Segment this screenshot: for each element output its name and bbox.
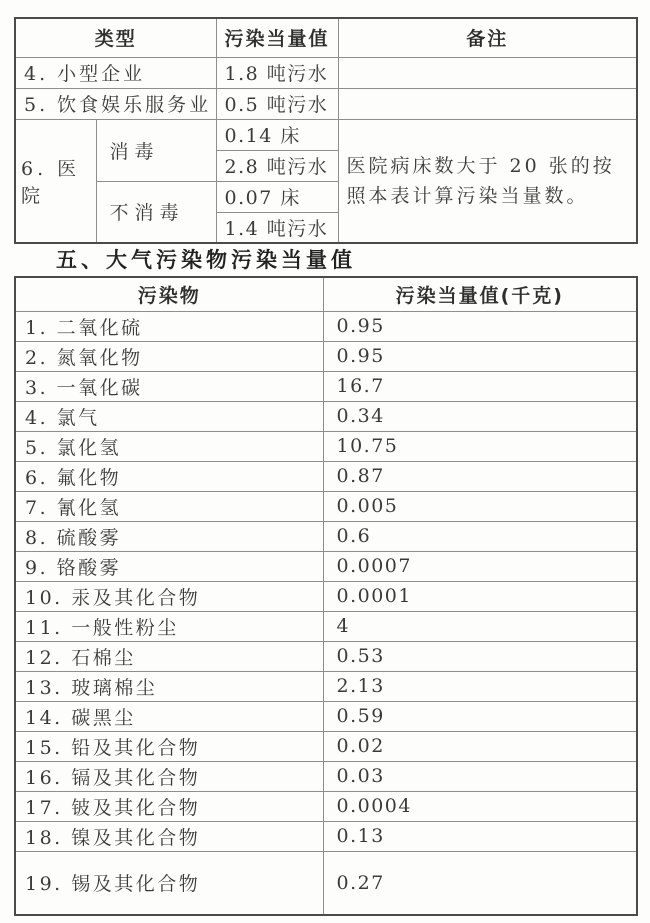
pollutant-value-cell: 0.03 (323, 761, 637, 791)
pollutant-name-cell: 16. 镉及其化合物 (15, 761, 323, 791)
table-row (15, 401, 637, 431)
equivalent-cell: 0.14 床 (216, 119, 338, 150)
table-row (15, 431, 637, 461)
hospital-type-cell: 6. 医院 (15, 119, 96, 243)
table-row (15, 461, 637, 491)
pollutant-value-cell: 0.6 (323, 521, 637, 551)
pollutant-name-cell: 5. 氯化氢 (15, 431, 323, 461)
pollutant-name-cell: 7. 氰化氢 (15, 491, 323, 521)
table-row (15, 821, 637, 851)
table1-header-remark: 备注 (338, 18, 637, 57)
table1-header-row (15, 18, 637, 57)
table-row (15, 311, 637, 341)
table-row-hospital-disinfect-bed (15, 119, 637, 150)
disinfect-subtype-cell: 消毒 (96, 119, 216, 181)
pollutant-name-cell: 1. 二氧化硫 (15, 311, 323, 341)
table-row (15, 581, 637, 611)
pollutant-name-cell: 4. 氯气 (15, 401, 323, 431)
pollutant-name-cell: 6. 氟化物 (15, 461, 323, 491)
table-row (15, 851, 637, 915)
equivalent-cell: 1.4 吨污水 (216, 212, 338, 243)
type-cell: 5. 饮食娱乐服务业 (15, 88, 216, 119)
pollutant-value-cell: 0.27 (323, 851, 637, 915)
water-pollutant-table (14, 17, 638, 244)
air-pollutant-table (14, 276, 638, 916)
table-row (15, 641, 637, 671)
table-row (15, 791, 637, 821)
table-row (15, 371, 637, 401)
table2-header-pollutant: 污染物 (15, 277, 323, 311)
type-cell: 4. 小型企业 (15, 57, 216, 88)
pollutant-name-cell: 8. 硫酸雾 (15, 521, 323, 551)
table-row (15, 611, 637, 641)
pollutant-name-cell: 19. 锡及其化合物 (15, 851, 323, 915)
pollutant-name-cell: 14. 碳黑尘 (15, 701, 323, 731)
equivalent-cell: 0.5 吨污水 (216, 88, 338, 119)
table1-header-type: 类型 (15, 18, 216, 57)
pollutant-value-cell: 0.02 (323, 731, 637, 761)
table-row (15, 701, 637, 731)
hospital-remark-cell: 医院病床数大于 20 张的按照本表计算污染当量数。 (338, 119, 637, 243)
pollutant-value-cell: 4 (323, 611, 637, 641)
table2-header-row (15, 277, 637, 311)
pollutant-name-cell: 15. 铅及其化合物 (15, 731, 323, 761)
no-disinfect-subtype-cell: 不消毒 (96, 181, 216, 243)
table-row (15, 731, 637, 761)
pollutant-name-cell: 18. 镍及其化合物 (15, 821, 323, 851)
pollutant-value-cell: 0.59 (323, 701, 637, 731)
pollutant-value-cell: 0.95 (323, 311, 637, 341)
pollutant-name-cell: 12. 石棉尘 (15, 641, 323, 671)
pollutant-name-cell: 2. 氮氧化物 (15, 341, 323, 371)
pollutant-value-cell: 2.13 (323, 671, 637, 701)
table-row (15, 671, 637, 701)
equivalent-cell: 2.8 吨污水 (216, 150, 338, 181)
pollutant-name-cell: 3. 一氧化碳 (15, 371, 323, 401)
pollutant-name-cell: 9. 铬酸雾 (15, 551, 323, 581)
equivalent-cell: 1.8 吨污水 (216, 57, 338, 88)
pollutant-name-cell: 10. 汞及其化合物 (15, 581, 323, 611)
pollutant-value-cell: 16.7 (323, 371, 637, 401)
pollutant-name-cell: 17. 铍及其化合物 (15, 791, 323, 821)
pollutant-value-cell: 0.005 (323, 491, 637, 521)
pollutant-value-cell: 0.87 (323, 461, 637, 491)
remark-cell-empty (338, 88, 637, 119)
table-row-food-entertainment (15, 88, 637, 119)
table-row (15, 491, 637, 521)
remark-cell-empty (338, 57, 637, 88)
pollutant-value-cell: 0.0004 (323, 791, 637, 821)
pollutant-value-cell: 0.0001 (323, 581, 637, 611)
table-row-small-enterprise (15, 57, 637, 88)
pollutant-name-cell: 13. 玻璃棉尘 (15, 671, 323, 701)
table2-header-equivalent: 污染当量值(千克) (323, 277, 637, 311)
section-title: 五、大气污染物污染当量值 (56, 248, 356, 272)
table-row (15, 551, 637, 581)
equivalent-cell: 0.07 床 (216, 181, 338, 212)
table-row (15, 761, 637, 791)
pollutant-value-cell: 0.13 (323, 821, 637, 851)
table-row (15, 521, 637, 551)
pollutant-name-cell: 11. 一般性粉尘 (15, 611, 323, 641)
pollutant-value-cell: 10.75 (323, 431, 637, 461)
table1-header-equivalent: 污染当量值 (216, 18, 338, 57)
pollutant-value-cell: 0.53 (323, 641, 637, 671)
pollutant-value-cell: 0.34 (323, 401, 637, 431)
pollutant-value-cell: 0.95 (323, 341, 637, 371)
pollutant-value-cell: 0.0007 (323, 551, 637, 581)
table-row (15, 341, 637, 371)
